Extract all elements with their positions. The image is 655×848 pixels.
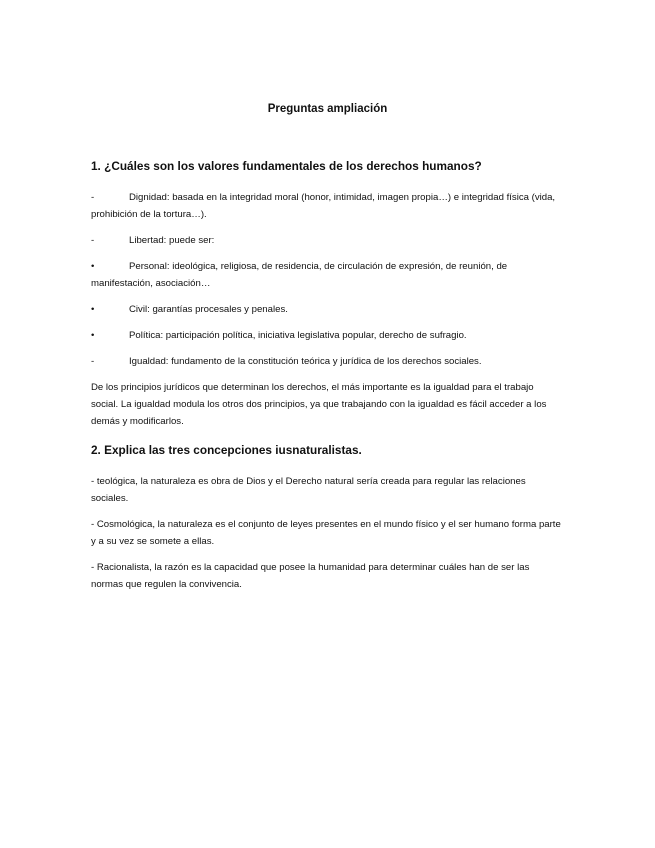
list-item-text: Igualdad: fundamento de la constitución teórica y jurídica de los derechos sociales.	[129, 356, 482, 367]
list-item-text: Libertad: puede ser:	[129, 235, 215, 246]
question-2-heading: 2. Explica las tres concepciones iusnaturalistas.	[91, 443, 362, 457]
list-item	[91, 258, 563, 292]
list-item	[91, 353, 563, 370]
list-item	[91, 327, 563, 344]
list-marker: -	[91, 235, 95, 246]
answer-paragraph: - Racionalista, la razón es la capacidad que posee la humanidad para determinar cuáles han de ser las normas que regulen la convivencia.	[91, 562, 530, 590]
list-item	[91, 189, 563, 223]
answer-paragraph: - Cosmológica, la naturaleza es el conjunto de leyes presentes en el mundo físico y el ser humano forma parte y a su vez se somete a ellas.	[91, 519, 561, 547]
page-title: Preguntas ampliación	[267, 103, 388, 115]
list-item	[91, 232, 563, 249]
list-item-text: Civil: garantías procesales y penales.	[129, 304, 288, 315]
list-marker: •	[91, 261, 95, 272]
list-item-text: Dignidad: basada en la integridad moral (honor, intimidad, imagen propia…) e integridad física (vida, prohibición de la tortura…).	[91, 192, 556, 220]
list-marker: -	[91, 192, 95, 203]
list-item-text: Personal: ideológica, religiosa, de residencia, de circulación de expresión, de reunión, de manifestación, asociación…	[91, 261, 508, 289]
list-item-text: Política: participación política, iniciativa legislativa popular, derecho de sufragio.	[129, 330, 467, 341]
summary-paragraph: De los principios jurídicos que determinan los derechos, el más importante es la igualdad para el trabajo social. La igualdad modula los otros dos principios, ya que trabajando con la igualdad es fácil acceder a los demás y modificarlos.	[91, 382, 547, 427]
answer-paragraph: - teológica, la naturaleza es obra de Dios y el Derecho natural sería creada para regular las relaciones sociales.	[91, 476, 526, 504]
list-item	[91, 301, 563, 318]
list-marker: -	[91, 356, 95, 367]
list-marker: •	[91, 304, 95, 315]
question-1-heading: 1. ¿Cuáles son los valores fundamentales de los derechos humanos?	[91, 159, 482, 173]
document-body	[91, 158, 563, 602]
list-marker: •	[91, 330, 95, 341]
